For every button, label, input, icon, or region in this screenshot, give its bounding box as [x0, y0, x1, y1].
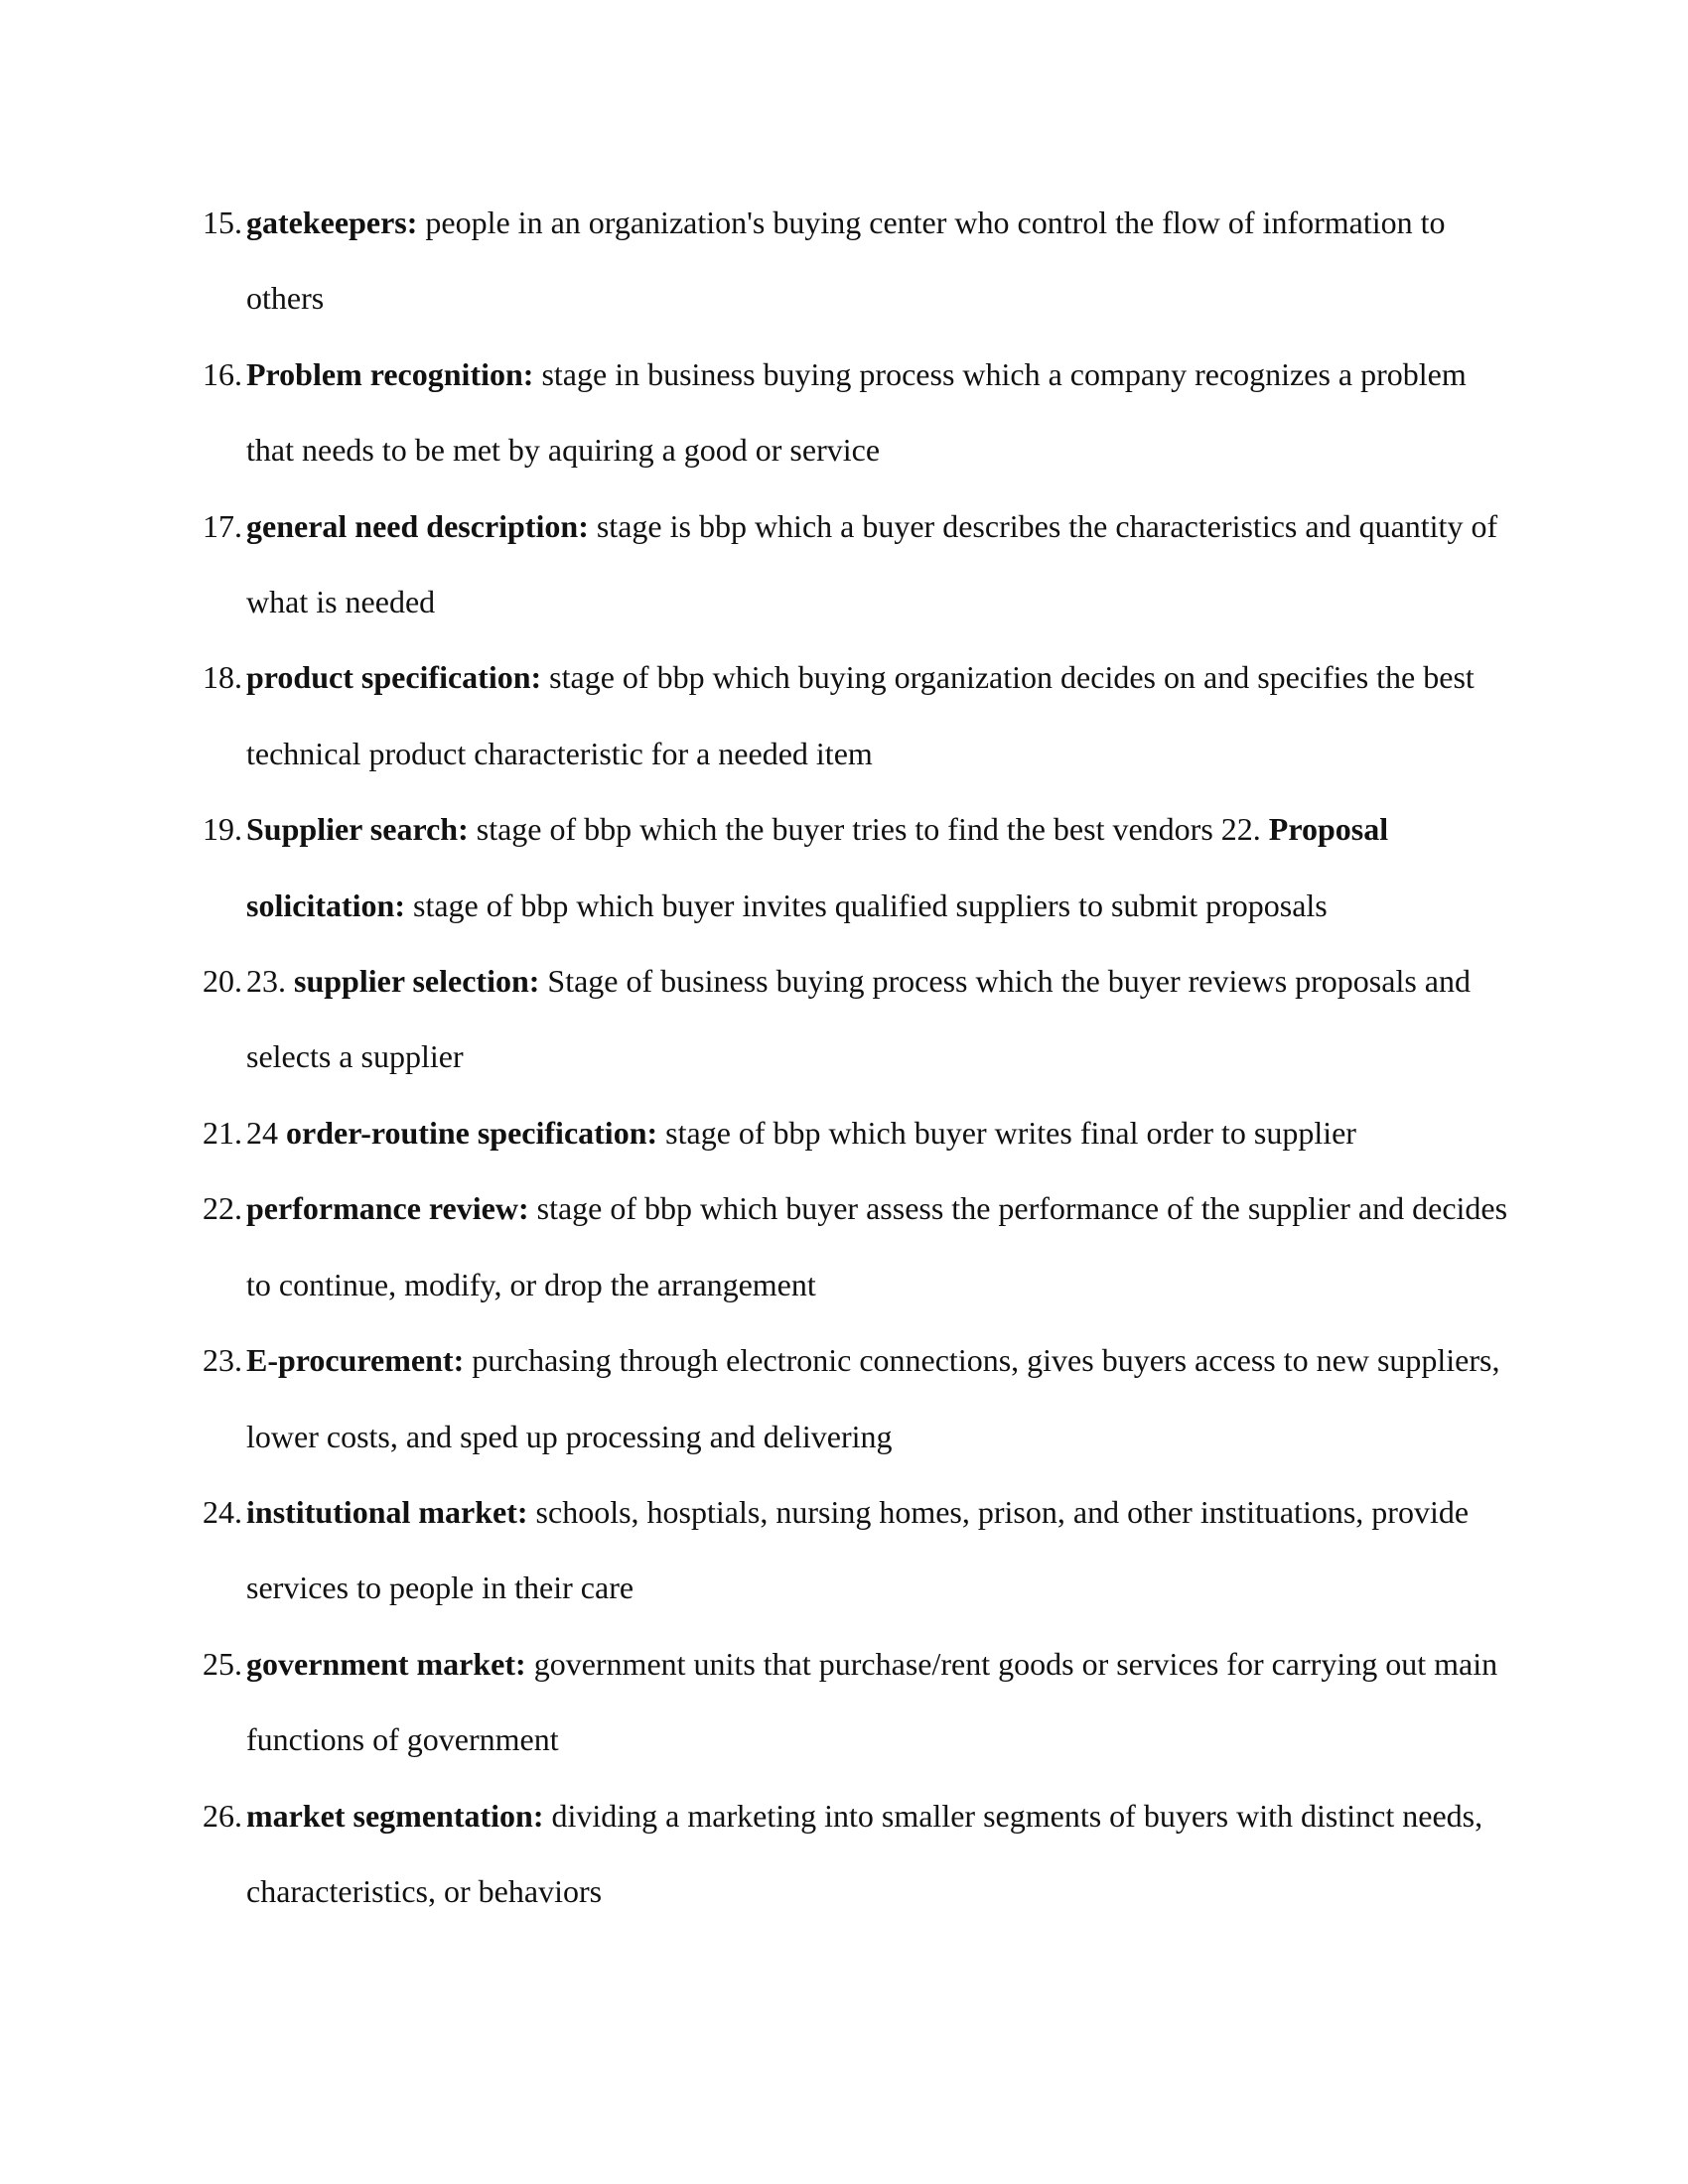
- definition-text: stage of bbp which buyer invites qualified suppliers to submit proposals: [404, 887, 1328, 923]
- definition-text: 23.: [246, 963, 294, 1000]
- term: gatekeepers:: [246, 205, 418, 240]
- item-number: 16.: [203, 355, 242, 392]
- term: E-procurement:: [246, 1342, 465, 1379]
- item-number: 19.: [203, 811, 242, 848]
- definition-text: dividing a marketing into smaller segments of buyers with distinct needs, characteristics, or behaviors: [246, 1797, 1483, 1909]
- definition-item: [195, 1170, 1515, 1322]
- term: government market:: [246, 1645, 526, 1682]
- definition-item: [195, 1778, 1515, 1930]
- definition-item: [195, 791, 1515, 943]
- item-number: 21.: [203, 1114, 242, 1151]
- definition-text: government units that purchase/rent goods or services for carrying out main functions of government: [246, 1645, 1498, 1758]
- term: performance review:: [246, 1190, 529, 1227]
- definition-item: [195, 488, 1515, 640]
- term: general need description:: [246, 507, 589, 544]
- item-number: 20.: [203, 963, 242, 1000]
- definition-item: [195, 639, 1515, 791]
- definition-text: Stage of business buying process which the buyer reviews proposals and selects a supplier: [246, 963, 1471, 1075]
- term: market segmentation:: [246, 1797, 544, 1834]
- definition-item: [195, 1322, 1515, 1474]
- definition-item: [195, 1626, 1515, 1778]
- definition-text: stage in business buying process which a company recognizes a problem that needs to be met by aquiring a good or service: [246, 355, 1467, 469]
- definition-item: [195, 337, 1515, 488]
- definition-text: stage is bbp which a buyer describes the characteristics and quantity of what is needed: [246, 507, 1498, 620]
- definition-item: [195, 1095, 1515, 1170]
- item-number: 17.: [203, 507, 242, 544]
- term: Supplier search:: [246, 811, 469, 848]
- item-number: 23.: [203, 1342, 242, 1379]
- term: supplier selection:: [294, 963, 540, 1000]
- term: Proposal solicitation:: [246, 811, 1389, 923]
- definition-text: 24: [246, 1114, 286, 1151]
- term: Problem recognition:: [246, 355, 534, 392]
- item-number: 18.: [203, 659, 242, 696]
- term: institutional market:: [246, 1493, 528, 1530]
- item-number: 25.: [203, 1645, 242, 1682]
- definition-text: stage of bbp which buyer assess the performance of the supplier and decides to continue, modify, or drop the arrangement: [246, 1190, 1508, 1302]
- definition-text: purchasing through electronic connections, gives buyers access to new suppliers, lower costs, and sped up processing and delivering: [246, 1342, 1500, 1454]
- item-number: 24.: [203, 1493, 242, 1530]
- item-number: 15.: [203, 205, 242, 240]
- definition-text: stage of bbp which buyer writes final order to supplier: [657, 1114, 1356, 1151]
- definition-item: [195, 1474, 1515, 1626]
- definition-list: [195, 185, 1515, 1929]
- definition-item: [195, 943, 1515, 1095]
- definition-text: schools, hosptials, nursing homes, prison, and other instituations, provide services to people in their care: [246, 1493, 1470, 1606]
- item-number: 26.: [203, 1797, 242, 1834]
- term: product specification:: [246, 659, 542, 696]
- definition-item: [195, 185, 1515, 337]
- term: order-routine specification:: [286, 1114, 658, 1151]
- definition-text: stage of bbp which buying organization decides on and specifies the best technical product characteristic for a needed item: [246, 659, 1475, 771]
- definition-text: stage of bbp which the buyer tries to find the best vendors 22.: [468, 811, 1269, 848]
- item-number: 22.: [203, 1190, 242, 1227]
- definition-text: people in an organization's buying center who control the flow of information to others: [246, 205, 1446, 317]
